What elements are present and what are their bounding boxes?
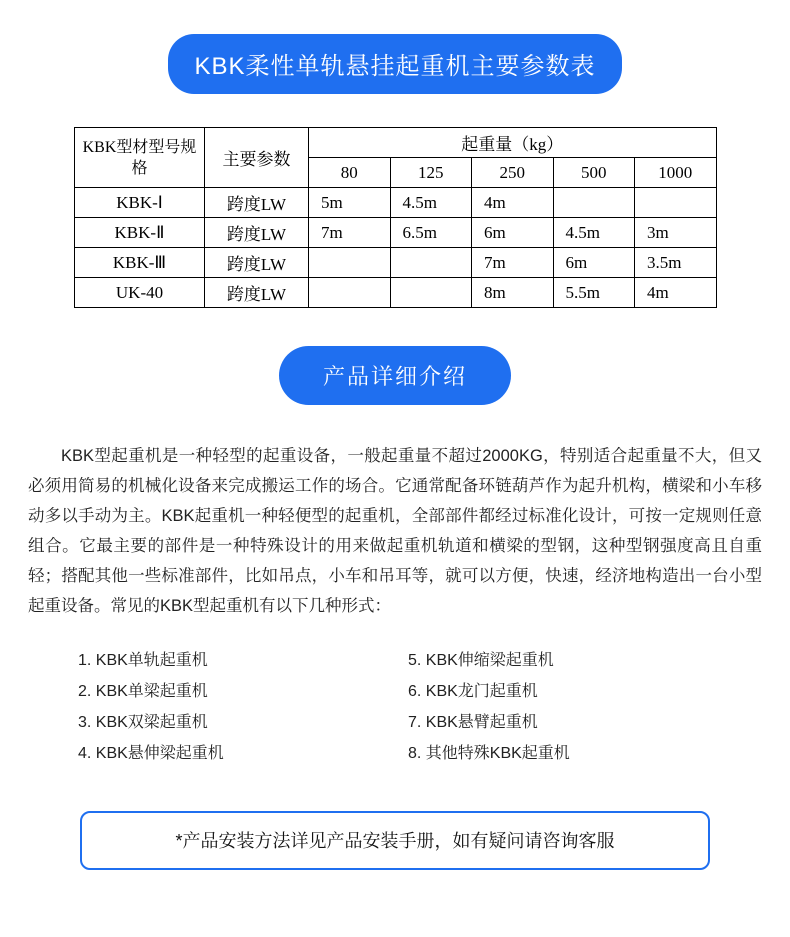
row-value: 7m — [472, 248, 554, 278]
row-value — [390, 278, 472, 308]
row-value: 4.5m — [390, 188, 472, 218]
row-param: 跨度LW — [205, 218, 309, 248]
row-param: 跨度LW — [205, 248, 309, 278]
row-value: 6.5m — [390, 218, 472, 248]
spec-table-container — [74, 127, 716, 308]
crane-types-column-left — [78, 645, 408, 769]
crane-types-column-right — [408, 645, 570, 769]
row-param: 跨度LW — [205, 278, 309, 308]
footer-note: *产品安装方法详见产品安装手册，如有疑问请咨询客服 — [80, 811, 710, 870]
header-model: KBK型材型号规格 — [75, 128, 205, 188]
table-row — [75, 218, 717, 248]
row-value — [390, 248, 472, 278]
header-capacity-80: 80 — [309, 158, 391, 188]
title-banner-container — [0, 34, 790, 94]
footer-note-container — [0, 811, 790, 870]
row-param: 跨度LW — [205, 188, 309, 218]
header-capacity-group: 起重量（kg） — [309, 128, 717, 158]
row-value: 5m — [309, 188, 391, 218]
row-model: KBK-Ⅱ — [75, 218, 205, 248]
row-value: 5.5m — [553, 278, 635, 308]
header-capacity-125: 125 — [390, 158, 472, 188]
table-header-row-1 — [75, 128, 717, 158]
header-capacity-1000: 1000 — [635, 158, 717, 188]
page-root — [0, 34, 790, 937]
row-value: 4m — [472, 188, 554, 218]
section-heading: 产品详细介绍 — [279, 346, 511, 405]
row-value — [309, 278, 391, 308]
description-paragraph: KBK型起重机是一种轻型的起重设备，一般起重量不超过2000KG，特别适合起重量不大，但又必须用简易的机械化设备来完成搬运工作的场合。它通常配备环链葫芦作为起升机构，横梁和小车移动多以手动为主。KBK起重机一种轻便型的起重机，全部部件都经过标准化设计，可按一定规则任意组合。它最主要的部件是一种特殊设计的用来做起重机轨道和横梁的型钢，这种型钢强度高且自重轻；搭配其他一些标准部件，比如吊点，小车和吊耳等，就可以方便，快速，经济地构造出一台小型起重设备。常见的KBK型起重机有以下几种形式： — [28, 447, 762, 615]
row-value — [553, 188, 635, 218]
table-row — [75, 188, 717, 218]
list-item: 1. KBK单轨起重机 — [78, 652, 208, 669]
row-value: 4.5m — [553, 218, 635, 248]
spec-table — [74, 127, 717, 308]
crane-types-list — [0, 645, 790, 769]
list-item: 8. 其他特殊KBK起重机 — [408, 745, 570, 762]
row-value: 8m — [472, 278, 554, 308]
list-item: 5. KBK伸缩梁起重机 — [408, 652, 554, 669]
header-capacity-500: 500 — [553, 158, 635, 188]
row-value: 6m — [472, 218, 554, 248]
section-pill-container — [0, 346, 790, 405]
list-item: 7. KBK悬臂起重机 — [408, 714, 538, 731]
row-value: 3.5m — [635, 248, 717, 278]
list-item: 6. KBK龙门起重机 — [408, 683, 538, 700]
row-value: 6m — [553, 248, 635, 278]
row-model: KBK-Ⅰ — [75, 188, 205, 218]
table-row — [75, 278, 717, 308]
page-title: KBK柔性单轨悬挂起重机主要参数表 — [168, 34, 621, 94]
header-param: 主要参数 — [205, 128, 309, 188]
row-value — [635, 188, 717, 218]
row-value — [309, 248, 391, 278]
row-value: 7m — [309, 218, 391, 248]
table-row — [75, 248, 717, 278]
list-item: 2. KBK单梁起重机 — [78, 683, 208, 700]
list-item: 3. KBK双梁起重机 — [78, 714, 208, 731]
header-capacity-250: 250 — [472, 158, 554, 188]
list-item: 4. KBK悬伸梁起重机 — [78, 745, 224, 762]
row-model: UK-40 — [75, 278, 205, 308]
row-model: KBK-Ⅲ — [75, 248, 205, 278]
row-value: 3m — [635, 218, 717, 248]
row-value: 4m — [635, 278, 717, 308]
